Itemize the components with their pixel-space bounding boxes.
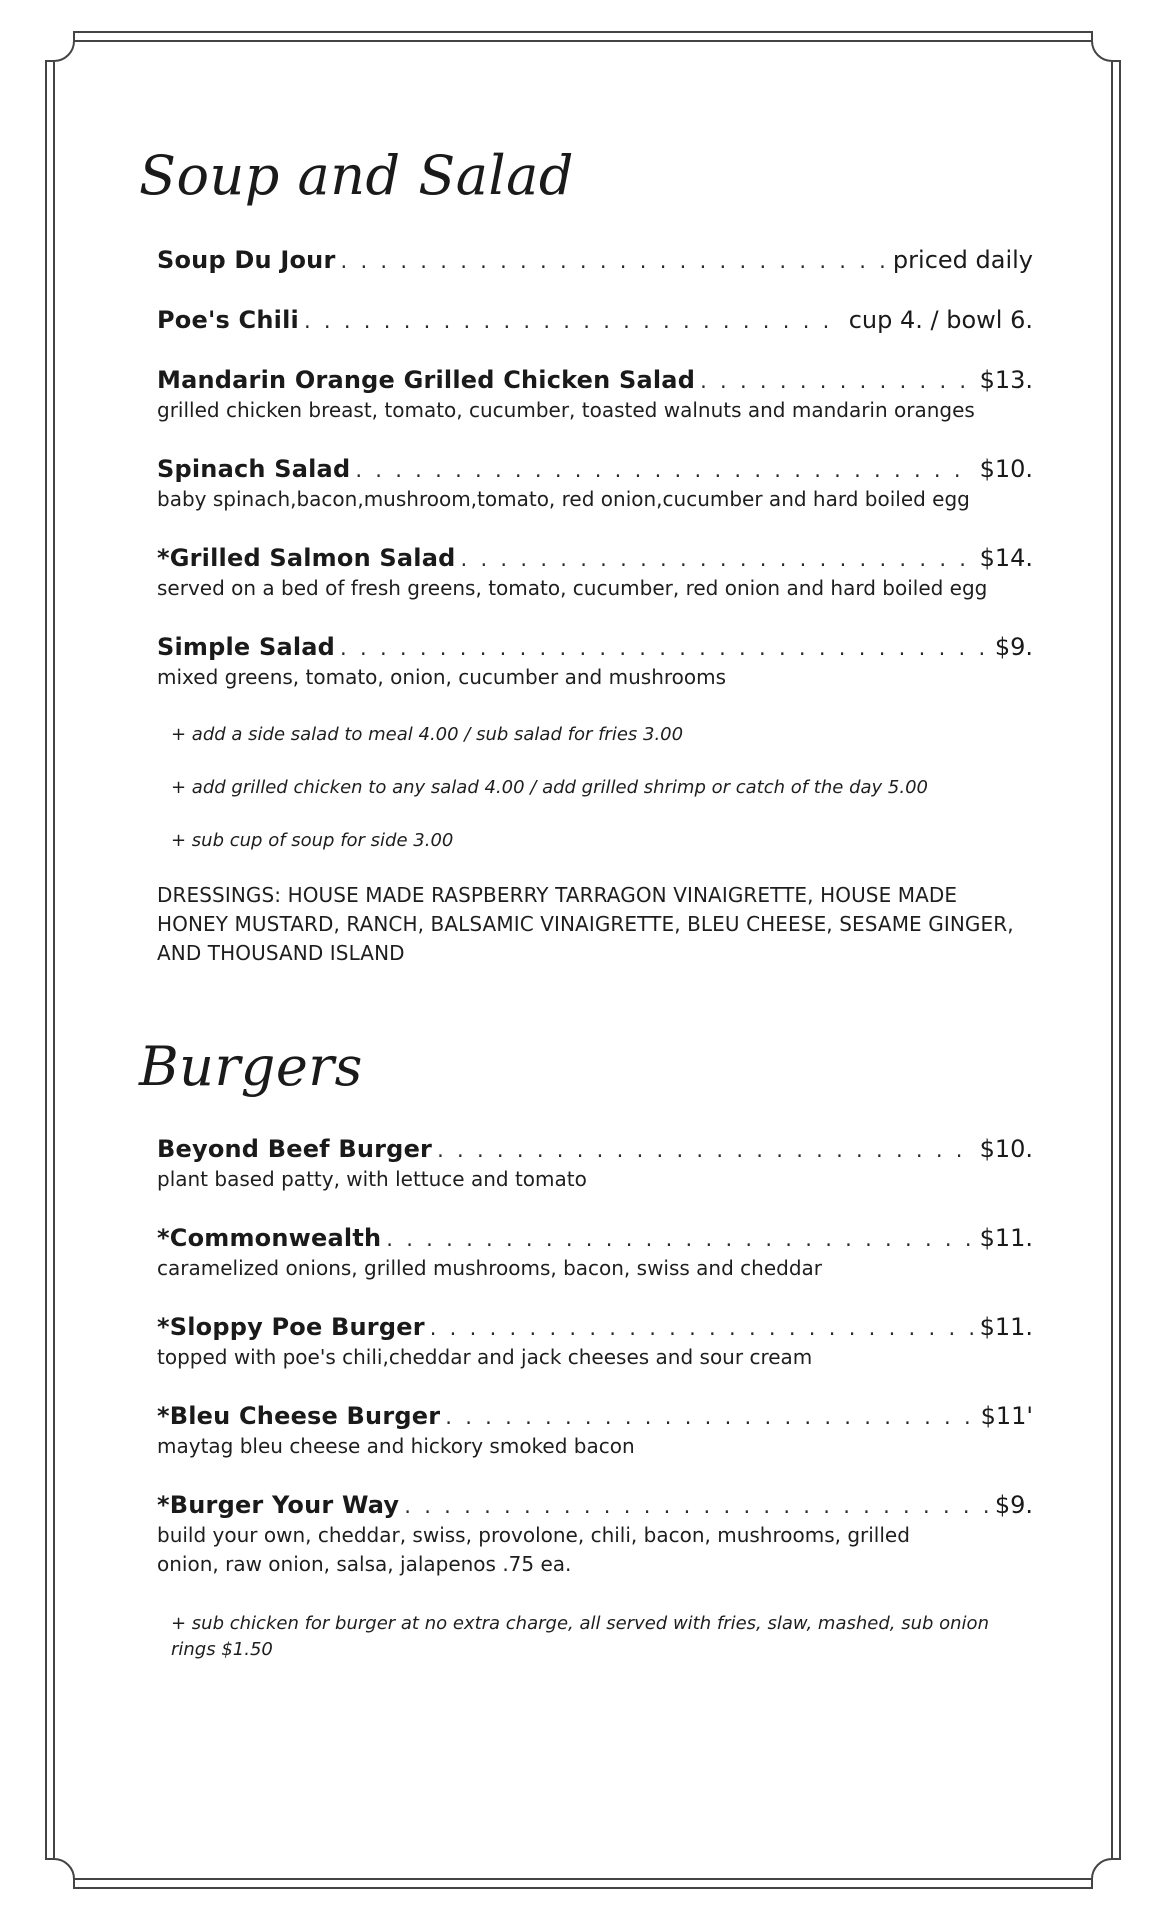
menu-item-bleu-cheese-burger xyxy=(157,1402,1033,1461)
menu-item-sloppy-poe-burger xyxy=(157,1313,1033,1372)
item-price: $14. xyxy=(979,544,1033,572)
item-price: $9. xyxy=(994,633,1033,661)
item-name: Soup Du Jour xyxy=(157,246,336,274)
item-name: *Bleu Cheese Burger xyxy=(157,1402,441,1430)
item-description: served on a bed of fresh greens, tomato, cucumber, red onion and hard boiled egg xyxy=(157,576,988,600)
salad-note-side-salad: + add a side salad to meal 4.00 / sub salad for fries 3.00 xyxy=(171,724,684,745)
item-price: $10. xyxy=(979,455,1033,483)
item-name: Poe's Chili xyxy=(157,306,299,334)
item-price: $10. xyxy=(979,1135,1033,1163)
burger-note-sub-chicken: + sub chicken for burger at no extra charge, all served with fries, slaw, mashed, sub onion rings $1.50 xyxy=(171,1613,989,1660)
item-description: caramelized onions, grilled mushrooms, bacon, swiss and cheddar xyxy=(157,1256,823,1280)
dot-leader xyxy=(386,1227,974,1251)
dot-leader xyxy=(404,1494,990,1518)
item-description: baby spinach,bacon,mushroom,tomato, red onion,cucumber and hard boiled egg xyxy=(157,487,970,511)
item-description: mixed greens, tomato, onion, cucumber and mushrooms xyxy=(157,665,727,689)
item-name: *Grilled Salmon Salad xyxy=(157,544,456,572)
dot-leader xyxy=(430,1316,975,1340)
item-price: $11' xyxy=(980,1402,1033,1430)
dot-leader xyxy=(304,309,844,333)
dot-leader xyxy=(437,1138,974,1162)
item-name: *Sloppy Poe Burger xyxy=(157,1313,425,1341)
burgers-heading: Burgers xyxy=(139,1035,363,1098)
item-price: priced daily xyxy=(892,246,1033,274)
dot-leader xyxy=(700,369,974,393)
item-name: *Commonwealth xyxy=(157,1224,382,1252)
item-description: topped with poe's chili,cheddar and jack cheeses and sour cream xyxy=(157,1345,813,1369)
item-description: build your own, cheddar, swiss, provolone, chili, bacon, mushrooms, grilled onion, raw onion, salsa, jalapenos .75 ea. xyxy=(157,1523,910,1576)
menu-item-mandarin-salad xyxy=(157,366,1033,425)
menu-item-soup-du-jour xyxy=(157,246,1033,274)
salad-note-add-protein: + add grilled chicken to any salad 4.00 / add grilled shrimp or catch of the day 5.00 xyxy=(171,777,928,798)
item-name: *Burger Your Way xyxy=(157,1491,400,1519)
item-price: $11. xyxy=(979,1224,1033,1252)
item-description: maytag bleu cheese and hickory smoked bacon xyxy=(157,1434,635,1458)
soup-salad-heading: Soup and Salad xyxy=(139,144,574,207)
menu-item-burger-your-way xyxy=(157,1491,1033,1579)
item-name: Spinach Salad xyxy=(157,455,351,483)
dot-leader xyxy=(461,547,975,571)
item-name: Simple Salad xyxy=(157,633,336,661)
dot-leader xyxy=(355,458,974,482)
item-name: Mandarin Orange Grilled Chicken Salad xyxy=(157,366,696,394)
dot-leader xyxy=(341,249,888,273)
item-description: plant based patty, with lettuce and tomato xyxy=(157,1167,587,1191)
item-name: Beyond Beef Burger xyxy=(157,1135,433,1163)
menu-item-simple-salad xyxy=(157,633,1033,692)
menu-item-poes-chili xyxy=(157,306,1033,334)
menu-item-grilled-salmon-salad xyxy=(157,544,1033,603)
dot-leader xyxy=(445,1405,975,1429)
dot-leader xyxy=(340,636,990,660)
salad-note-sub-soup: + sub cup of soup for side 3.00 xyxy=(171,830,454,851)
item-price: cup 4. / bowl 6. xyxy=(848,306,1033,334)
menu-item-beyond-beef-burger xyxy=(157,1135,1033,1194)
item-price: $13. xyxy=(979,366,1033,394)
dressings-list: DRESSINGS: HOUSE MADE RASPBERRY TARRAGON VINAIGRETTE, HOUSE MADE HONEY MUSTARD, RANCH, BALSAMIC VINAIGRETTE, BLEU CHEESE, SESAME GINGER, AND THOUSAND ISLAND xyxy=(157,883,1014,965)
menu-item-spinach-salad xyxy=(157,455,1033,514)
item-description: grilled chicken breast, tomato, cucumber, toasted walnuts and mandarin oranges xyxy=(157,398,975,422)
item-price: $9. xyxy=(994,1491,1033,1519)
item-price: $11. xyxy=(979,1313,1033,1341)
menu-item-commonwealth xyxy=(157,1224,1033,1283)
